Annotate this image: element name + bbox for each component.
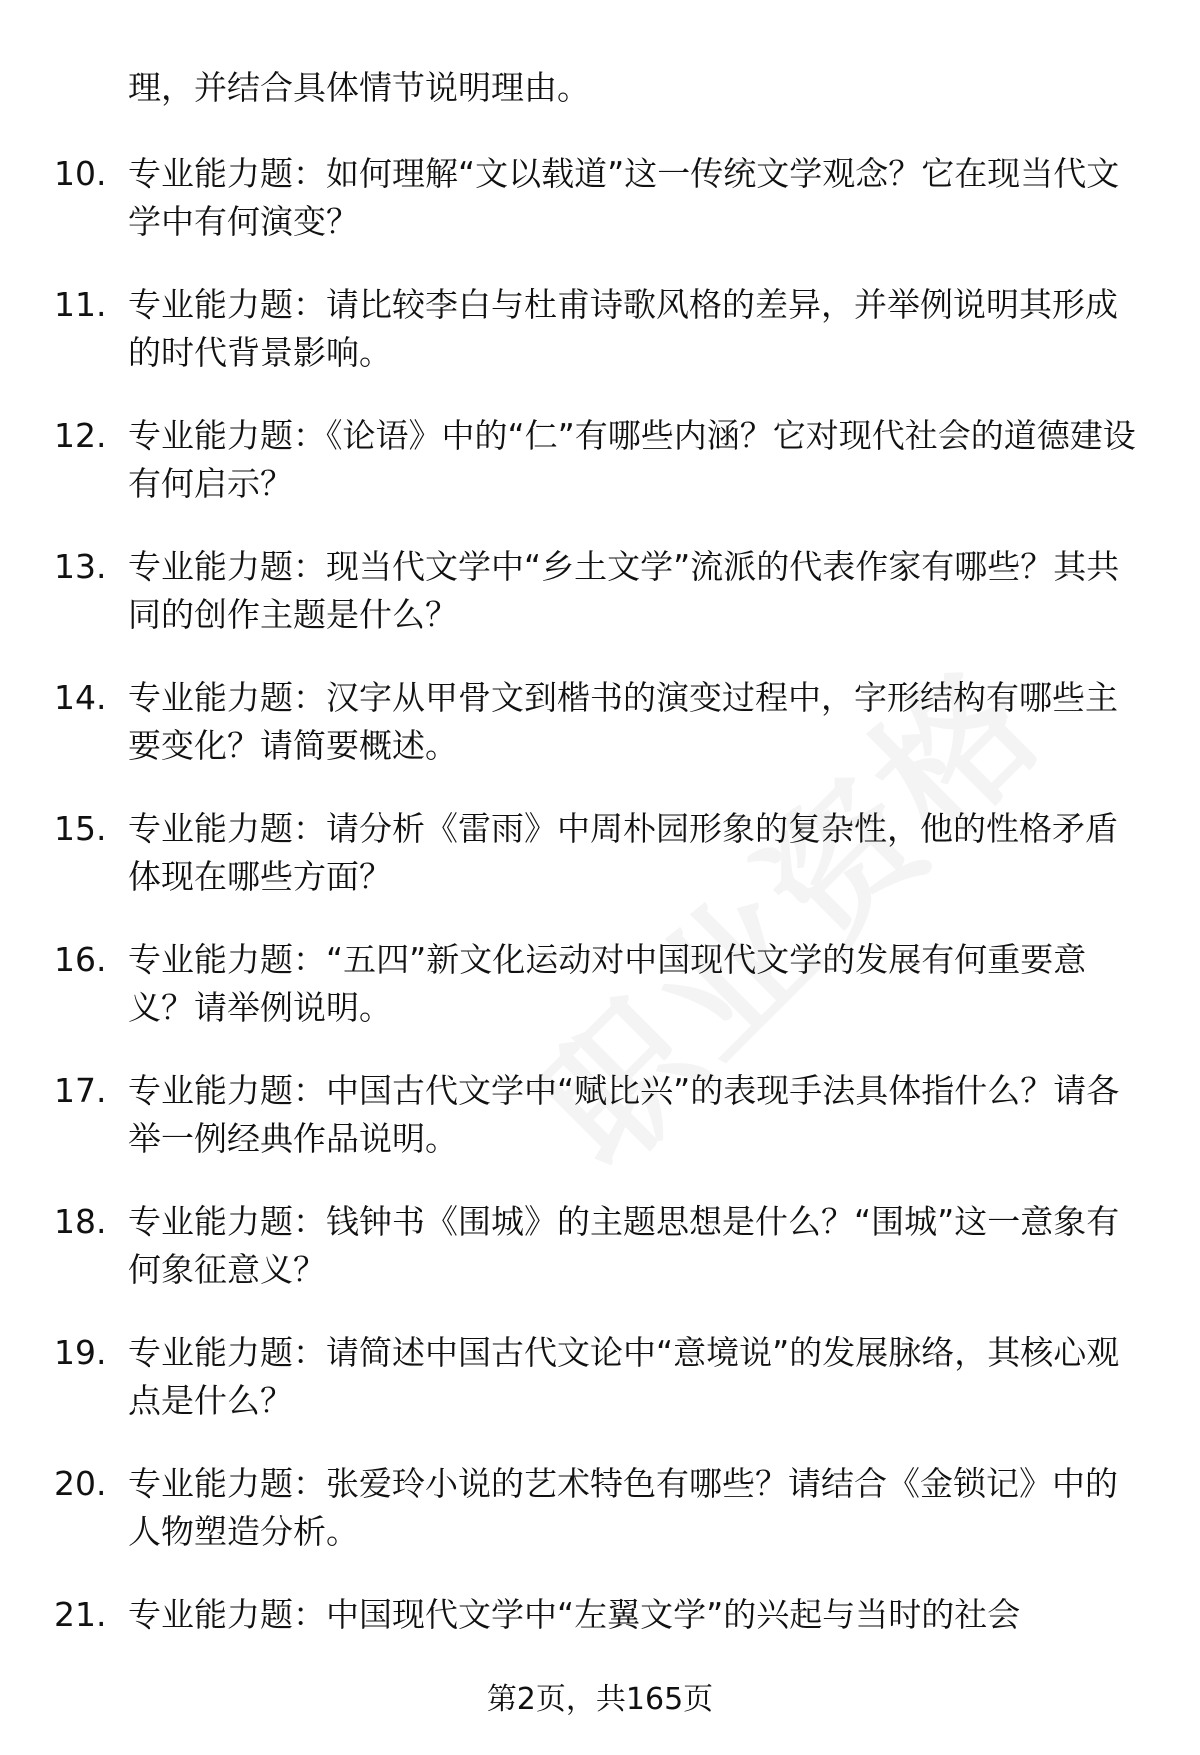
question-text: 专业能力题：如何理解“文以载道”这一传统文学观念？它在现当代文学中有何演变？ bbox=[128, 154, 1120, 241]
question-text: 专业能力题：中国古代文学中“赋比兴”的表现手法具体指什么？请各举一例经典作品说明。 bbox=[128, 1071, 1120, 1158]
page-footer: 第2页，共165页 bbox=[486, 1682, 714, 1717]
question-item bbox=[0, 281, 1200, 412]
question-number: 11. bbox=[54, 285, 107, 324]
question-number: 20. bbox=[54, 1464, 107, 1503]
question-item bbox=[0, 1067, 1200, 1198]
question-text: 专业能力题：中国现代文学中“左翼文学”的兴起与当时的社会 bbox=[128, 1595, 1021, 1634]
question-item bbox=[0, 543, 1200, 674]
question-number: 13. bbox=[54, 547, 107, 586]
question-text: 专业能力题：现当代文学中“乡土文学”流派的代表作家有哪些？其共同的创作主题是什么？ bbox=[128, 547, 1120, 634]
question-item bbox=[0, 674, 1200, 805]
question-item bbox=[0, 150, 1200, 281]
question-text: 专业能力题：《论语》中的“仁”有哪些内涵？它对现代社会的道德建设有何启示？ bbox=[128, 416, 1136, 503]
question-number: 15. bbox=[54, 809, 107, 848]
continued-text: 理，并结合具体情节说明理由。 bbox=[128, 68, 590, 107]
question-text: 专业能力题：请简述中国古代文论中“意境说”的发展脉络，其核心观点是什么？ bbox=[128, 1333, 1120, 1420]
question-item bbox=[0, 412, 1200, 543]
question-text: 专业能力题：请比较李白与杜甫诗歌风格的差异，并举例说明其形成的时代背景影响。 bbox=[128, 285, 1118, 372]
question-item bbox=[0, 1198, 1200, 1329]
question-item bbox=[0, 1329, 1200, 1460]
question-number: 21. bbox=[54, 1595, 107, 1634]
question-number: 16. bbox=[54, 940, 107, 979]
question-number: 14. bbox=[54, 678, 107, 717]
question-text: 专业能力题：汉字从甲骨文到楷书的演变过程中，字形结构有哪些主要变化？请简要概述。 bbox=[128, 678, 1118, 765]
question-text: 专业能力题：钱钟书《围城》的主题思想是什么？“围城”这一意象有何象征意义？ bbox=[128, 1202, 1120, 1289]
question-number: 10. bbox=[54, 154, 107, 193]
question-list bbox=[0, 150, 1200, 1722]
question-number: 17. bbox=[54, 1071, 107, 1110]
question-number: 19. bbox=[54, 1333, 107, 1372]
question-number: 12. bbox=[54, 416, 107, 455]
question-text: 专业能力题：张爱玲小说的艺术特色有哪些？请结合《金锁记》中的人物塑造分析。 bbox=[128, 1464, 1118, 1551]
question-item bbox=[0, 805, 1200, 936]
question-item bbox=[0, 1460, 1200, 1591]
question-number: 18. bbox=[54, 1202, 107, 1241]
question-text: 专业能力题：请分析《雷雨》中周朴园形象的复杂性，他的性格矛盾体现在哪些方面？ bbox=[128, 809, 1118, 896]
question-item bbox=[0, 936, 1200, 1067]
question-text: 专业能力题：“五四”新文化运动对中国现代文学的发展有何重要意义？请举例说明。 bbox=[128, 940, 1087, 1027]
